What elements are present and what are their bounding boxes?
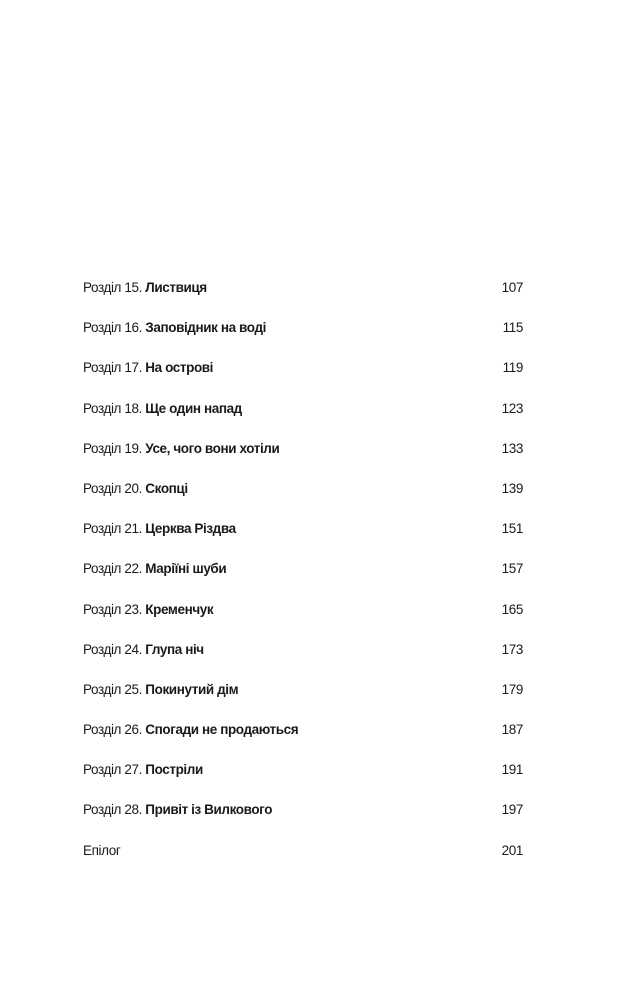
toc-entry-title: [83, 441, 279, 456]
toc-entry-prefix: Розділ 21.: [83, 521, 142, 537]
toc-entry-prefix: Розділ 27.: [83, 762, 142, 778]
toc-entry-name: Листвиця: [145, 280, 207, 295]
toc-entry-21: [83, 521, 523, 561]
toc-entry-page: 173: [501, 641, 523, 657]
toc-entry-title: [83, 843, 120, 858]
toc-entry-prefix: Розділ 25.: [83, 681, 142, 697]
toc-entry-page: 107: [501, 280, 523, 295]
toc-entry-prefix: Розділ 16.: [83, 320, 142, 336]
toc-entry-25: [83, 682, 523, 722]
toc-entry-title: [83, 360, 213, 375]
toc-entry-page: 151: [501, 521, 523, 537]
toc-entry-name: Привіт із Вилкового: [145, 802, 273, 818]
toc-entry-prefix: Розділ 26.: [83, 722, 142, 738]
toc-entry-16: [83, 320, 523, 360]
toc-entry-prefix: Розділ 20.: [83, 480, 142, 496]
toc-entry-page: 191: [501, 762, 523, 778]
toc-entry-page: 119: [502, 360, 523, 376]
toc-entry-name: Заповідник на воді: [145, 320, 266, 336]
toc-entry-page: 157: [501, 561, 523, 577]
toc-entry-28: [83, 802, 523, 842]
toc-entry-page: 187: [501, 722, 523, 738]
toc-entry-name: Покинутий дім: [145, 681, 239, 697]
toc-entry-prefix: Розділ 23.: [83, 601, 142, 617]
toc-entry-name: Глупа ніч: [145, 641, 204, 657]
toc-entry-page: 179: [501, 681, 523, 697]
toc-entry-23: [83, 602, 523, 642]
toc-entry-name: Спогади не продаються: [145, 722, 299, 738]
toc-entry-name: Маріїні шуби: [145, 561, 227, 577]
toc-entry-title: [83, 762, 203, 777]
toc-entry-15: [83, 280, 523, 320]
toc-entry-title: [83, 722, 298, 737]
toc-entry-epilogue: [83, 843, 523, 883]
toc-entry-title: [83, 280, 207, 295]
toc-entry-18: [83, 401, 523, 441]
toc-entry-name: Кременчук: [145, 601, 214, 617]
toc-entry-page: 115: [502, 320, 523, 336]
toc-entry-page: 201: [501, 842, 523, 858]
toc-entry-name: Церква Різдва: [145, 521, 236, 537]
toc-entry-page: 123: [501, 400, 523, 416]
toc-entry-prefix: Розділ 18.: [83, 400, 142, 416]
toc-entry-title: [83, 682, 238, 697]
toc-entry-name: Постріли: [145, 762, 203, 778]
toc-entry-page: 197: [501, 802, 523, 818]
toc-entry-title: [83, 401, 242, 416]
toc-entry-title: [83, 602, 213, 617]
toc-entry-prefix: Розділ 28.: [83, 802, 142, 818]
toc-entry-title: [83, 521, 236, 536]
toc-entry-22: [83, 561, 523, 601]
toc-entry-page: 165: [501, 601, 523, 617]
toc-entry-24: [83, 642, 523, 682]
toc-entry-name: Скопці: [145, 480, 188, 496]
toc-entry-name: Усе, чого вони хотіли: [145, 440, 280, 456]
toc-entry-17: [83, 360, 523, 400]
toc-entry-title: [83, 642, 204, 657]
toc-entry-title: [83, 481, 188, 496]
toc-entry-prefix: Розділ 15.: [83, 280, 142, 295]
toc-entry-prefix: Розділ 22.: [83, 561, 142, 577]
toc-entry-19: [83, 441, 523, 481]
toc-entry-name: На острові: [145, 360, 214, 376]
toc-entry-26: [83, 722, 523, 762]
toc-entry-name: Ще один напад: [145, 400, 242, 416]
toc-entry-page: 139: [501, 480, 523, 496]
table-of-contents: [83, 280, 523, 883]
toc-entry-title: [83, 802, 272, 817]
toc-entry-title: [83, 561, 226, 576]
toc-entry-prefix: Розділ 24.: [83, 641, 142, 657]
toc-entry-prefix: Епілог: [83, 842, 121, 858]
toc-entry-20: [83, 481, 523, 521]
toc-entry-page: 133: [501, 440, 523, 456]
toc-entry-title: [83, 320, 266, 335]
toc-entry-prefix: Розділ 19.: [83, 440, 142, 456]
toc-entry-prefix: Розділ 17.: [83, 360, 142, 376]
toc-entry-27: [83, 762, 523, 802]
